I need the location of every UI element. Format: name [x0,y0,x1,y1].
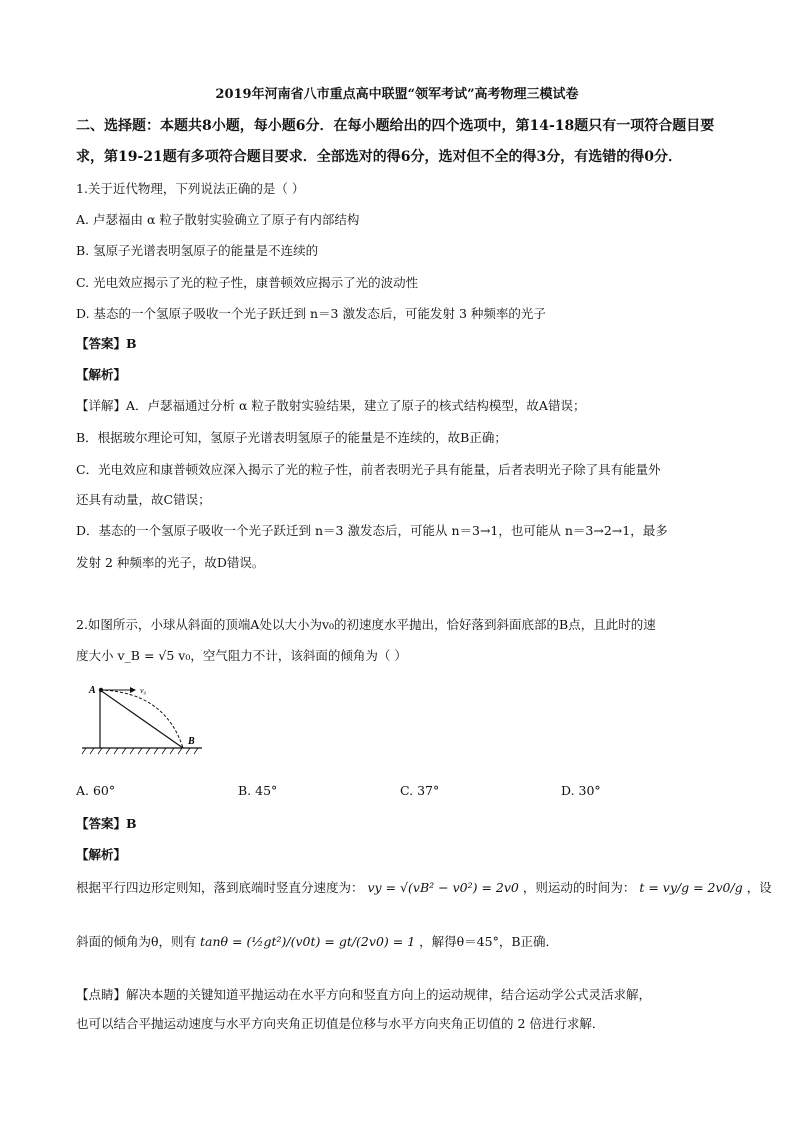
q2-sol2-end: ，解得θ＝45°，B正确． [419,934,559,949]
q2-answer: 【答案】B [76,816,137,831]
q1-option-a: A. 卢瑟福由 α 粒子散射实验确立了原子有内部结构 [76,212,360,227]
q2-sol1-end: ，设 [746,880,772,895]
q2-sol1-mid: ，则运动的时间为： [522,880,636,895]
projectile-figure [80,680,210,755]
q2-sol2-text: 斜面的倾角为θ，则有 [76,934,197,949]
q1-detail-line5: D．基态的一个氢原子吸收一个光子跃迁到 n＝3 激发态后，可能从 n＝3→1，也可能从 n＝3→2→1，最多 [76,523,668,538]
q2-stem-line2: 度大小 v_B = √5 v₀，空气阻力不计，该斜面的倾角为（ ） [76,648,407,663]
q1-option-c: C. 光电效应揭示了光的粒子性，康普顿效应揭示了光的波动性 [76,275,419,290]
q1-option-d: D. 基态的一个氢原子吸收一个光子跃迁到 n＝3 激发态后，可能发射 3 种频率的光子 [76,306,546,321]
q2-option-b: B. 45° [238,783,278,798]
q1-answer: 【答案】B [76,336,137,351]
q2-comment-line1: 【点睛】解决本题的关键知道平抛运动在水平方向和竖直方向上的运动规律，结合运动学公式灵活求解， [76,987,652,1002]
q2-sol1-text: 根据平行四边形定则知，落到底端时竖直分速度为： [76,880,364,895]
q2-option-a: A. 60° [76,783,116,798]
ball [99,688,103,692]
q1-detail-line3: C．光电效应和康普顿效应深入揭示了光的粒子性，前者表明光子具有能量，后者表明光子除了具有能量外 [76,462,661,477]
q2-solution-line2 [76,932,558,950]
q2-solution-line1 [76,878,772,896]
q2-sol1-eq: vy = √(vB² − v0²) = 2v0 [367,880,519,895]
section-heading-line1: 二、选择题：本题共8小题，每小题6分．在每小题给出的四个选项中，第14-18题只有一项符合题目要 [76,118,715,134]
q1-detail-line4: 还具有动量，故C错误； [76,492,211,507]
ground-hatching [82,748,198,754]
q2-analysis-label: 【解析】 [76,847,127,862]
q2-sol1-eq2: t = vy/g = 2v0/g [639,880,743,895]
q1-stem: 1.关于近代物理，下列说法正确的是（ ） [76,181,305,196]
q2-sol2-eq: tanθ = (½gt²)/(v0t) = gt/(2v0) = 1 [200,934,416,949]
label-a: A [89,685,96,696]
label-b: B [188,736,195,747]
q1-detail-line2: B．根据玻尔理论可知，氢原子光谱表明氢原子的能量是不连续的，故B正确； [76,430,507,445]
q1-analysis-label: 【解析】 [76,367,127,382]
q2-option-c: C. 37° [400,783,440,798]
q1-option-b: B. 氢原子光谱表明氢原子的能量是不连续的 [76,243,319,258]
velocity-arrowhead [130,687,136,693]
label-v0: v₀ [140,686,147,695]
q1-detail-line6: 发射 2 种频率的光子，故D错误。 [76,555,265,570]
section-heading-line2: 求，第19-21题有多项符合题目要求．全部选对的得6分，选对但不全的得3分，有选错的得0分． [76,149,682,165]
q1-detail-line1: 【详解】A．卢瑟福通过分析 α 粒子散射实验结果，建立了原子的核式结构模型，故A错误； [76,398,586,413]
page-title: 2019年河南省八市重点高中联盟“领军考试”高考物理三模试卷 [215,87,579,102]
q2-stem-line1: 2.如图所示，小球从斜面的顶端A处以大小为v₀的初速度水平抛出，恰好落到斜面底部的B点，且此时的速 [76,617,656,632]
q2-comment-line2: 也可以结合平抛运动速度与水平方向夹角正切值是位移与水平方向夹角正切值的 2 倍进行求解． [76,1016,605,1031]
q2-option-d: D. 30° [561,783,601,798]
